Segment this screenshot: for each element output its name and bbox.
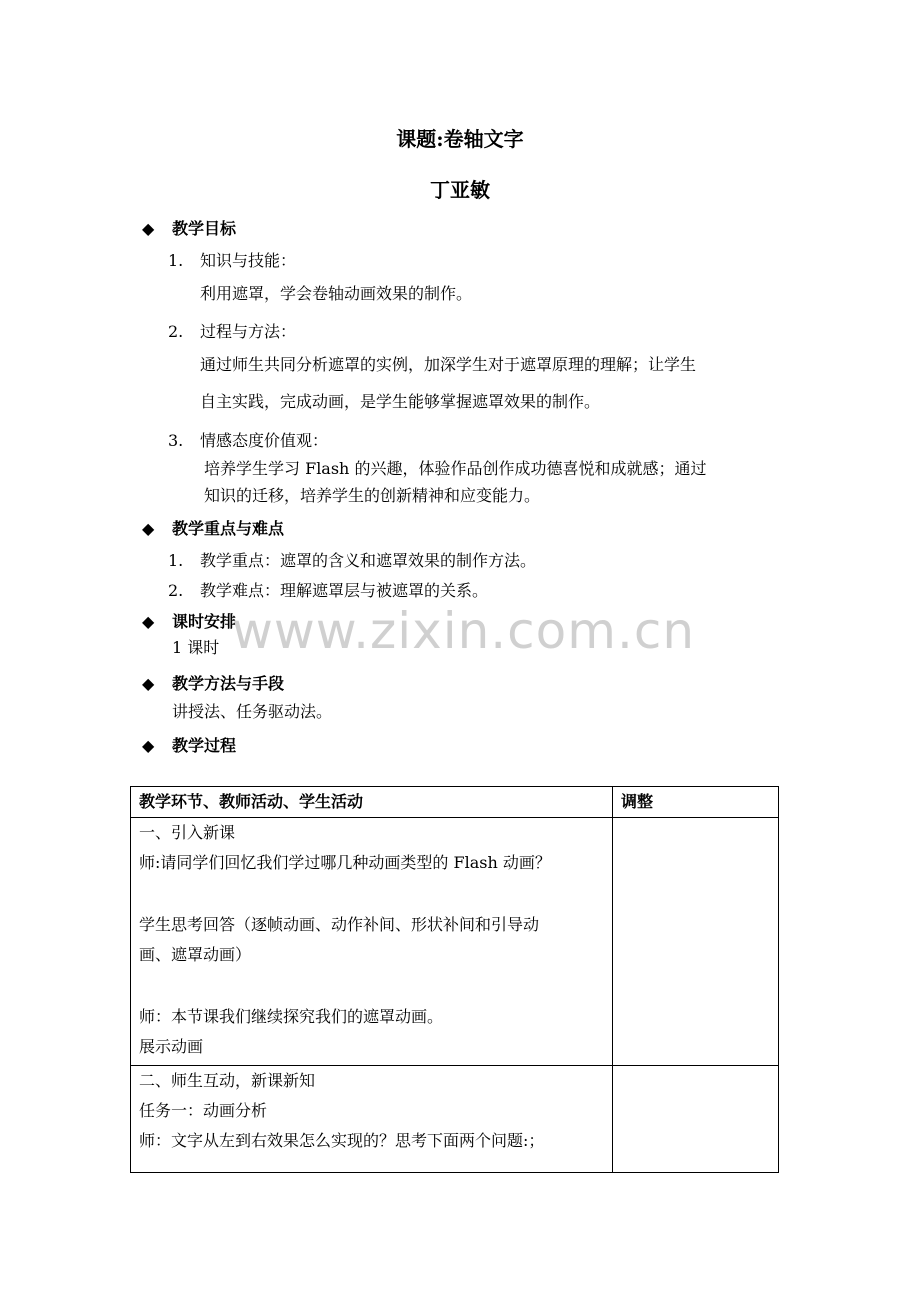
cell-line: 展示动画	[139, 1037, 204, 1056]
table-cell-activities	[131, 1066, 613, 1173]
table-cell-adjust	[613, 818, 779, 1066]
cell-line: 一、引入新课	[139, 823, 236, 842]
watermark: www.zixin.com.cn	[232, 602, 696, 660]
goal-item-2: 2. 过程与方法：	[168, 322, 297, 341]
section-heading-key-points: ◆ 教学重点与难点	[142, 519, 285, 538]
methods-text: 讲授法、任务驱动法。	[172, 702, 333, 721]
diamond-bullet-icon: ◆	[142, 612, 155, 631]
table-header-row	[131, 787, 779, 818]
section-heading-schedule: ◆ 课时安排	[142, 612, 237, 631]
cell-line: 学生思考回答（逐帧动画、动作补间、形状补间和引导动	[139, 915, 540, 934]
table-row	[131, 1066, 779, 1173]
diamond-bullet-icon: ◆	[142, 674, 155, 693]
table-row	[131, 818, 779, 1066]
goal-2-text-line-1: 通过师生共同分析遮罩的实例，加深学生对于遮罩原理的理解；让学生	[200, 355, 697, 374]
schedule-text: 1 课时	[172, 638, 220, 657]
diamond-bullet-icon: ◆	[142, 519, 155, 538]
goal-3-text-line-2: 知识的迁移，培养学生的创新精神和应变能力。	[204, 486, 541, 505]
goal-1-text: 利用遮罩，学会卷轴动画效果的制作。	[200, 284, 473, 303]
cell-line: 师：本节课我们继续探究我们的遮罩动画。	[139, 1007, 444, 1026]
key-point-2: 2. 教学难点：理解遮罩层与被遮罩的关系。	[168, 581, 489, 600]
diamond-bullet-icon: ◆	[142, 219, 155, 238]
document-title: 课题:卷轴文字	[396, 127, 524, 151]
goal-2-text-line-2: 自主实践，完成动画，是学生能够掌握遮罩效果的制作。	[200, 392, 601, 411]
lesson-process-table	[130, 786, 779, 1173]
section-heading-process: ◆ 教学过程	[142, 736, 237, 755]
table-cell-activities	[131, 818, 613, 1066]
author-name: 丁亚敏	[430, 178, 490, 202]
cell-line: 师：文字从左到右效果怎么实现的？思考下面两个问题:；	[139, 1131, 545, 1150]
goal-item-3: 3. 情感态度价值观：	[168, 431, 329, 450]
diamond-bullet-icon: ◆	[142, 736, 155, 755]
section-heading-methods: ◆ 教学方法与手段	[142, 674, 285, 693]
table-cell-adjust	[613, 1066, 779, 1173]
cell-line: 任务一：动画分析	[139, 1101, 268, 1120]
cell-line: 二、师生互动，新课新知	[139, 1071, 316, 1090]
table-header-adjust: 调整	[613, 787, 779, 818]
cell-line: 画、遮罩动画）	[139, 945, 252, 964]
section-heading-goals: ◆ 教学目标	[142, 219, 237, 238]
goal-item-1: 1. 知识与技能：	[168, 251, 297, 270]
table-header-activities: 教学环节、教师活动、学生活动	[131, 787, 613, 818]
cell-line: 师:请同学们回忆我们学过哪几种动画类型的 Flash 动画？	[139, 853, 551, 872]
key-point-1: 1. 教学重点：遮罩的含义和遮罩效果的制作方法。	[168, 551, 537, 570]
goal-3-text-line-1: 培养学生学习 Flash 的兴趣，体验作品创作成功德喜悦和成就感；通过	[204, 459, 707, 478]
